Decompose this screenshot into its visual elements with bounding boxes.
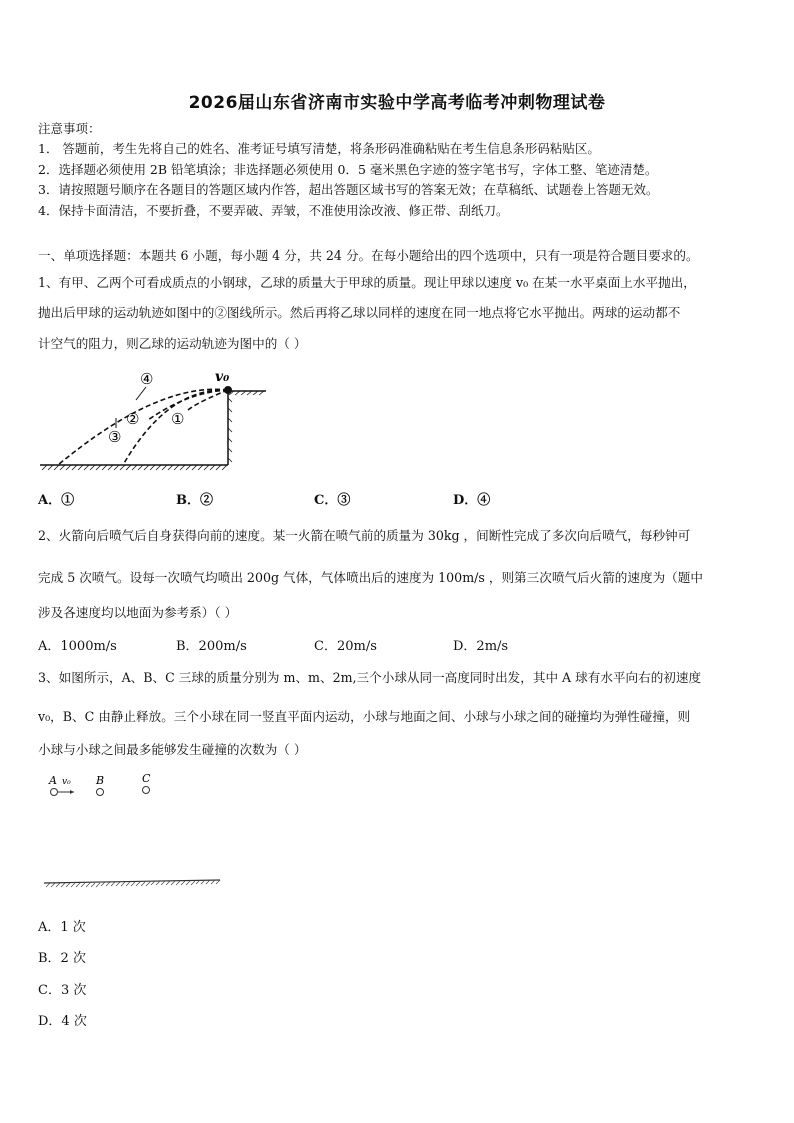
q2-line-2: 完成 5 次喷气。设每一次喷气均喷出 200g 气体，气体喷出后的速度为 100m/s ，则第三次喷气后火箭的速度为（题中 (38, 570, 703, 585)
notice-item-2: 2．选择题必须使用 2B 铅笔填涂；非选择题必须使用 0．5 毫米黑色字迹的签字笔书写，字体工整、笔迹清楚。 (38, 162, 658, 177)
q2-option-d[interactable]: D．2m/s (453, 639, 509, 654)
label-b: B (96, 774, 105, 787)
notice-heading: 注意事项： (38, 121, 101, 136)
label-a: A (49, 774, 57, 787)
label-v0: v₀ (62, 777, 71, 787)
q1-option-b[interactable]: B．② (176, 493, 213, 508)
ball-a (51, 789, 58, 796)
q2-option-c[interactable]: C．20m/s (314, 639, 377, 654)
q3-balls-figure (40, 768, 230, 893)
q1-line-3: 计空气的阻力，则乙球的运动轨迹为图中的（ ） (38, 336, 307, 351)
q2-line-1: 2、火箭向后喷气后自身获得向前的速度。某一火箭在喷气前的质量为 30kg ，间断性完成了多次向后喷气，每秒钟可 (38, 528, 691, 543)
table-hatch (228, 391, 264, 462)
q2-line-3: 涉及各速度均以地面为参考系）（ ） (38, 605, 238, 620)
q2-option-a[interactable]: A．1000m/s (38, 639, 117, 654)
label-2: ② (126, 410, 140, 428)
notice-item-4: 4．保持卡面清洁，不要折叠，不要弄破、弄皱，不准使用涂改液、修正带、刮纸刀。 (38, 203, 509, 218)
q3-option-c[interactable]: C．3 次 (38, 983, 87, 998)
velocity-arrowhead (70, 790, 74, 794)
q1-trajectory-figure (38, 362, 278, 472)
q3-line-2: v₀，B、C 由静止释放。三个小球在同一竖直平面内运动，小球与地面之间、小球与小球之间的碰撞均为弹性碰撞，则 (38, 709, 691, 724)
ball-b (97, 789, 104, 796)
q3-line-1: 3、如图所示，A、B、C 三球的质量分别为 m、m、2m,三个小球从同一高度同时出发，其中 A 球有水平向右的初速度 (38, 670, 702, 685)
q3-line-3: 小球与小球之间最多能够发生碰撞的次数为（ ） (38, 742, 307, 757)
q3-option-b[interactable]: B．2 次 (38, 951, 86, 966)
label-1: ① (171, 410, 185, 428)
v0-label: v₀ (215, 369, 230, 385)
q1-option-a[interactable]: A．① (38, 493, 75, 508)
label-3: ③ (108, 428, 122, 446)
notice-item-3: 3．请按照题号顺序在各题目的答题区域内作答，超出答题区域书写的答案无效；在草稿纸、试题卷上答题无效。 (38, 182, 659, 197)
q1-option-c[interactable]: C．③ (314, 493, 351, 508)
q1-line-1: 1、有甲、乙两个可看成质点的小钢球，乙球的质量大于甲球的质量。现让甲球以速度 v₀ 在某一水平桌面上水平抛出， (38, 275, 696, 290)
q2-option-b[interactable]: B．200m/s (176, 639, 247, 654)
label-4: ④ (140, 370, 154, 388)
q1-line-2: 抛出后甲球的运动轨迹如图中的②图线所示。然后再将乙球以同样的速度在同一地点将它水平抛出。两球的运动都不 (38, 305, 681, 320)
q3-option-a[interactable]: A．1 次 (38, 920, 86, 935)
page-title: 2026届山东省济南市实验中学高考临考冲刺物理试卷 (188, 93, 606, 113)
q3-option-d[interactable]: D．4 次 (38, 1014, 87, 1029)
ball-c (143, 787, 150, 794)
section-heading: 一、单项选择题：本题共 6 小题，每小题 4 分，共 24 分。在每小题给出的四个选项中，只有一项是符合题目要求的。 (38, 248, 699, 263)
label-4-arrow (136, 387, 146, 400)
q1-option-d[interactable]: D．④ (453, 493, 491, 508)
notice-item-1: 1． 答题前，考生先将自己的姓名、准考证号填写清楚，将条形码准确粘贴在考生信息条形码粘贴区。 (38, 141, 600, 156)
label-c: C (142, 772, 151, 785)
